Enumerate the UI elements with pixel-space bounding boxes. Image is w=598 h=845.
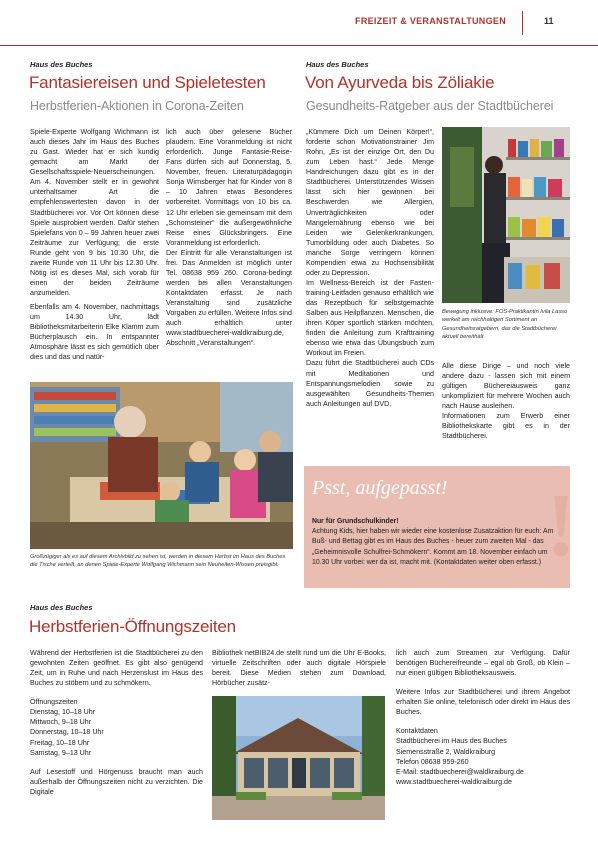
article2-title: Von Ayurveda bis Zöliakie — [305, 73, 495, 92]
article1-paragraph-2: Ebenfalls am 4. November, nachmittags um 14.30 Uhr, lädt Bibliotheksmitarbeiterin Elke Klamm zum Bücherplausch ein. In entspannter Atmosphäre lässt es sich gemütlich über dies und das und natür- — [30, 303, 159, 362]
article3-column-3 — [396, 648, 570, 787]
article3-paragraph-4: lich auch zum Streamen zur Verfügung. Dafür benötigen Büchereifreunde – egal ob Groß, ob Klein – nur einen gültigen Bibliotheksausweis. — [396, 649, 570, 678]
section-title: FREIZEIT & VERANSTALTUNGEN — [355, 16, 506, 26]
article1-title: Fantasiereisen und Spieletesten — [29, 73, 266, 92]
header-divider — [522, 11, 523, 35]
hours-saturday: Samstag, 9–13 Uhr — [30, 748, 92, 757]
article2-caption: Bewegung inklusive: FOS-Praktikantin Ivila Lasso werkelt am reichhaltigen Sortiment an Gesundheitsratgebern, das die Stadtbücherei aktuell bereithält — [442, 309, 568, 340]
article2-subtitle: Gesundheits-Ratgeber aus der Stadtbücherei — [306, 99, 554, 113]
hours-title: Öffnungszeiten — [30, 698, 78, 707]
article3-paragraph-5: Weitere Infos zur Stadtbücherei und ihrem Angebot erhalten Sie online, telefonisch oder direkt im Haus des Buches. — [396, 688, 570, 717]
contact-block — [396, 726, 570, 786]
article2-paragraph-5: Informationen zum Erwerb einer Bibliothekskarte gibt es in der Stadtbücherei. — [442, 412, 570, 441]
photo-bookshelf — [442, 127, 570, 303]
callout-decoration: ! — [546, 476, 576, 575]
contact-website[interactable]: www.stadtbuecherei-waldkraiburg.de — [396, 777, 512, 786]
article1-paragraph-1: Spiele-Experte Wolfgang Wichmann ist auch dieses Jahr im Haus des Buches zu Gast. Wieder hat er sich kundig gemacht am Markt der Gesellschaftsspiele-Neuerscheinungen. Am 4. November stellt er in gewohnt unterhaltsamer Art die empfehlenswertesten davon in der Stadtbücherei vor. Vor Ort können diese Spiele ausprobiert werden. Dafür stehen Spielefans von 0 – 99 Jahren heuer zwei Zeiträume zur Verfügung; die erste Runde geht von 9 bis 10.30 Uhr, die zweite Runde von 11 Uhr bis 12.30 Uhr. Nötig ist es dieses Mal, sich vorab für einen der beiden Zeiträume anzumelden. — [30, 128, 159, 297]
article2-paragraph-1: „Kümmere Dich um Deinen Körper!“, forderte schon Motivationstrainer Jim Rohn, „Es ist der einzige Ort, den Du zum Leben hast.“ Jede Menge Handreichungen dazu gibt es in der Stadtbücherei. Unterstützendes Wissen lässt sich hier gewinnen bei Beschwerden wie Allergien, Unverträglichkeiten oder Mangelernährung ebenso wie bei Leiden wie Gelenkerkrankungen, Tumorbildung oder auch Diabetes. So manche Sorge verringern können Kompendien etwa zu Hochsensibilität oder zu Depression. — [306, 128, 434, 277]
article2-column-1 — [306, 127, 434, 409]
article2-paragraph-3: Dazu führt die Stadtbücherei auch CDs mit Meditationen und Entspannungsmelodien sowie zu ausgewählten Gesundheits-Themen auch Anleitungen auf DVD. — [306, 359, 434, 408]
article1-column-1 — [30, 127, 159, 362]
article2-paragraph-4: Alle diese Dinge – und noch viele andere dazu - lassen sich mit einem gültigen Büchereiausweis ganz unkompliziert für mehrere Wochen auch nach Hause ausleihen. — [442, 362, 570, 411]
contact-heading: Kontaktdaten — [396, 727, 438, 736]
article3-kicker: Haus des Buches — [30, 603, 93, 612]
hours-tuesday: Dienstag, 10–18 Uhr — [30, 708, 96, 717]
contact-email[interactable]: E-Mail: stadtbuecherei@waldkraiburg.de — [396, 767, 524, 776]
article1-kicker: Haus des Buches — [30, 60, 93, 69]
article3-column-1 — [30, 648, 203, 797]
hours-list — [30, 707, 203, 757]
callout-text: Achtung Kids, hier haben wir wieder eine kostenlose Zusatzaktion für euch: Am Buß- und Bettag gibt es im Haus des Buches - heuer zum zweiten Mal - das „Geheimnisvolle Schulfrei-Schmökern“. Kommt am 18. November einfach um 10.30 Uhr vorbei: wer da ist, macht mit. (Kontaktdaten weiter oben erfasst.) — [312, 528, 554, 566]
page-number: 11 — [544, 16, 554, 26]
hours-wednesday: Mittwoch, 9–18 Uhr — [30, 718, 92, 727]
article2-column-2 — [442, 361, 570, 442]
article3-title: Herbstferien-Öffnungszeiten — [29, 617, 236, 636]
article1-paragraph-4: Der Eintritt für alle Veranstaltungen ist frei. Das Anmelden ist möglich unter Tel. 08638 959 260. Corona-bedingt werden bei allen Veranstaltungen Kontaktdaten erfasst. Je nach Veranstaltung sind zusätzliche Vorgaben zu erfüllen. Weitere Infos sind auch erhältlich unter www.stadtbuecherei-waldkraiburg.de, Abschnitt „Veranstaltungen“. — [166, 248, 292, 348]
contact-name: Stadtbücherei im Haus des Buches — [396, 737, 507, 746]
photo-library-building — [212, 696, 385, 820]
article1-caption: Großzügiger als es auf diesem Archivbild zu sehen ist, werden in diesem Herbst im Haus des Buches die Tische verteilt, an denen Spiele-Experte Wolfgang Wichmann sein Neuheiten-Wissen preisgibt. — [30, 554, 286, 569]
callout-lead: Nur für Grundschulkinder! — [312, 518, 399, 525]
article3-paragraph-3: Bibliothek netBIB24.de stellt rund um die Uhr E-Books, virtuelle Zeitschriften oder auch digitale Hörspiele bereit. Diese Medien stehen zum Download, Hörbücher zusätz- — [212, 649, 386, 688]
callout-box — [304, 466, 576, 588]
article2-kicker: Haus des Buches — [306, 60, 369, 69]
contact-phone: Telefon 08638 959-260 — [396, 757, 469, 766]
callout-title: Psst, aufgepasst! — [312, 477, 448, 499]
contact-address: Siemensstraße 2, Waldkraiburg — [396, 747, 496, 756]
article2-paragraph-2: Im Wellness-Bereich ist der Fasten-training-Leitfaden genauso erhältlich wie das Rezeptbuch für selbstgemachte Salben aus Heilpflanzen. Menschen, die ihren Köper sportlich stärken möchten, finden die Anleitung zum Krafttraining ebenso wie etwa das Übungsbuch zum Workout im Freien. — [306, 278, 434, 358]
article3-paragraph-2: Auf Lesestoff und Hörgenuss braucht man auch außerhalb der Öffnungszeiten nicht zu verzichten. Die Digitale — [30, 767, 203, 796]
page-header — [0, 0, 598, 46]
article1-paragraph-3: lich auch über gelesene Bücher plaudern. Eine Voranmeldung ist nicht erforderlich. Junge Fantasie-Reise-Fans dürfen sich auf Donnerstag, 5. November, freuen. Literaturpädagogin Sonja Wirnsberger hat für Kinder von 8 – 10 Jahren etwas Besonderes vorbereitet. Vormittags von 10 bis ca. 12 Uhr erleben sie gemeinsam mit dem „Schornsteiner“ die außergewöhnliche Reise eines Glücksbringers. Eine Voranmeldung ist erforderlich. — [166, 128, 292, 247]
photo-game-table — [30, 382, 293, 549]
header-rule — [0, 45, 598, 46]
article1-column-2 — [166, 127, 292, 348]
hours-thursday: Donnerstag, 10–18 Uhr — [30, 728, 104, 737]
article1-subtitle: Herbstferien-Aktionen in Corona-Zeiten — [30, 99, 244, 113]
callout-body — [312, 517, 566, 568]
article3-column-2 — [212, 648, 386, 688]
hours-friday: Freitag, 10–18 Uhr — [30, 738, 90, 747]
article3-paragraph-1: Während der Herbstferien ist die Stadtbücherei zu den gewohnten Zeiten geöffnet. Es gibt also genügend Zeit, um in Ruhe und nach Herzenslust im Haus des Buches zu stöbern und zu schmökern. — [30, 649, 203, 688]
